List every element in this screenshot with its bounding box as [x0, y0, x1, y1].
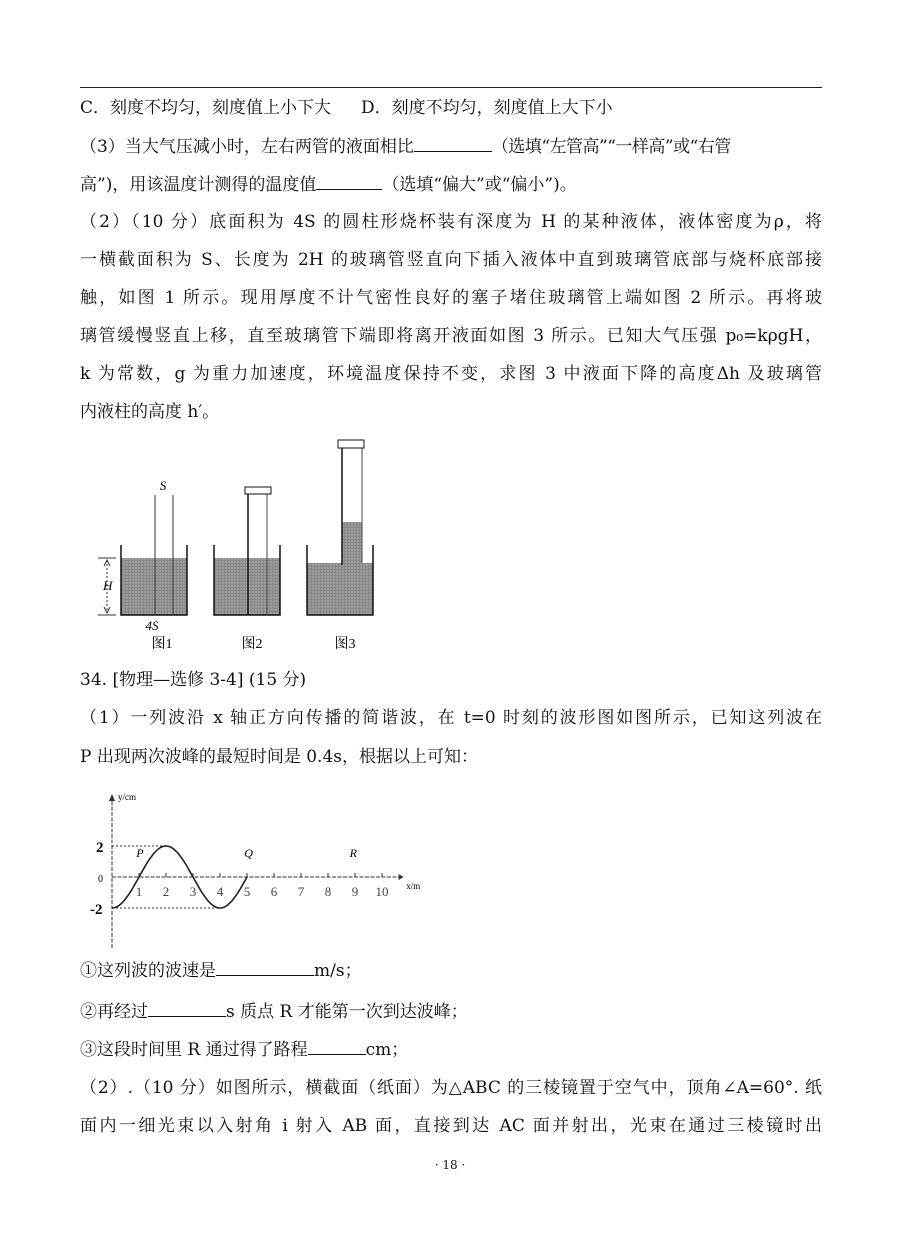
text: ①这列波的波速是: [80, 961, 216, 981]
problem-line: P 出现两次波峰的最短时间是 0.4s，根据以上可知：: [80, 747, 479, 767]
option-c: C．刻度不均匀，刻度值上小下大: [80, 98, 332, 118]
question-item-3: [80, 1038, 822, 1061]
page-number: · 18 ·: [434, 1158, 466, 1172]
y-tick-label: -2: [90, 902, 103, 918]
problem-line: 面内一细光束以入射角 i 射入 AB 面，直接到达 AC 面并射出，光束在通过三棱镜时出: [80, 1116, 822, 1136]
problem-line: k 为常数，g 为重力加速度，环境温度保持不变，求图 3 中液面下降的高度Δh 及玻璃管: [80, 364, 822, 384]
text: s 质点 R 才能第一次到达波峰；: [226, 1002, 468, 1022]
point-label-r: R: [349, 846, 357, 860]
problem-line: 一横截面积为 S、长度为 2H 的玻璃管竖直向下插入液体中直到玻璃管底部与烧杯底部接: [80, 250, 822, 270]
label-4s: 4S: [145, 618, 159, 633]
question-item-2: [80, 1000, 822, 1023]
text: （选填“偏大”或“偏小”)。: [382, 175, 577, 195]
x-tick-label: 7: [297, 884, 305, 899]
text: m/s；: [314, 961, 362, 981]
x-tick-label: 8: [324, 884, 332, 899]
answer-blank: [216, 959, 314, 976]
text: ③这段时间里 R 通过得了路程: [80, 1040, 308, 1060]
y-tick-label: 0: [98, 874, 103, 885]
x-tick-label: 1: [135, 884, 143, 899]
point-label-p: P: [136, 846, 144, 860]
caption-fig1: 图1: [151, 637, 173, 652]
answer-blank: [148, 1000, 226, 1017]
text: （选填“左管高”“一样高”或“右管: [491, 137, 731, 157]
text: ②再经过: [80, 1002, 148, 1022]
x-tick-label: 2: [162, 884, 170, 899]
x-tick-label: 3: [189, 884, 197, 899]
label-h: H: [103, 578, 113, 593]
option-d: D．刻度不均匀，刻度值上大下小: [361, 98, 613, 118]
text: cm；: [365, 1040, 409, 1060]
y-axis-arrow-icon: [109, 794, 115, 801]
caption-fig3: 图3: [334, 637, 356, 652]
x-tick-label: 9: [351, 884, 359, 899]
problem-line: （2）.（10 分）如图所示，横截面（纸面）为△ABC 的三棱镜置于空气中，顶角∠A=60°. 纸: [80, 1078, 822, 1098]
caption-fig2: 图2: [241, 637, 263, 652]
x-tick-label: 10: [375, 884, 389, 899]
problem-line: （2）（10 分）底面积为 4S 的圆柱形烧杯装有深度为 H 的某种液体，液体密度为ρ，将: [80, 212, 822, 232]
x-tick-label: 6: [270, 884, 278, 899]
x-axis-arrow-icon: [399, 874, 404, 880]
problem-line: 触，如图 1 所示。现用厚度不计气密性良好的塞子堵住玻璃管上端如图 2 所示。再将玻: [80, 288, 822, 308]
x-tick-label: 4: [216, 884, 224, 899]
problem-line: （1）一列波沿 x 轴正方向传播的简谐波，在 t=0 时刻的波形图如图所示，已知这列波在: [80, 708, 822, 728]
point-label-q: Q: [244, 846, 253, 860]
x-tick-label: 5: [243, 884, 251, 899]
y-tick-label: 2: [96, 840, 104, 856]
label-s: S: [159, 478, 167, 493]
section-heading: 34. [物理—选修 3-4] (15 分): [80, 670, 307, 690]
x-axis-label: x/m: [406, 881, 421, 891]
problem-line: 内液柱的高度 h′。: [80, 402, 220, 422]
y-axis-label: y/cm: [118, 792, 136, 802]
question-item-1: [80, 959, 822, 982]
text: （3）当大气压减小时，左右两管的液面相比: [80, 137, 414, 157]
answer-blank: [308, 1038, 366, 1055]
problem-line: 璃管缓慢竖直上移，直至玻璃管下端即将离开液面如图 3 所示。已知大气压强 p₀=kρgH，: [80, 326, 822, 346]
text: 高”)，用该温度计测得的温度值: [80, 175, 317, 195]
